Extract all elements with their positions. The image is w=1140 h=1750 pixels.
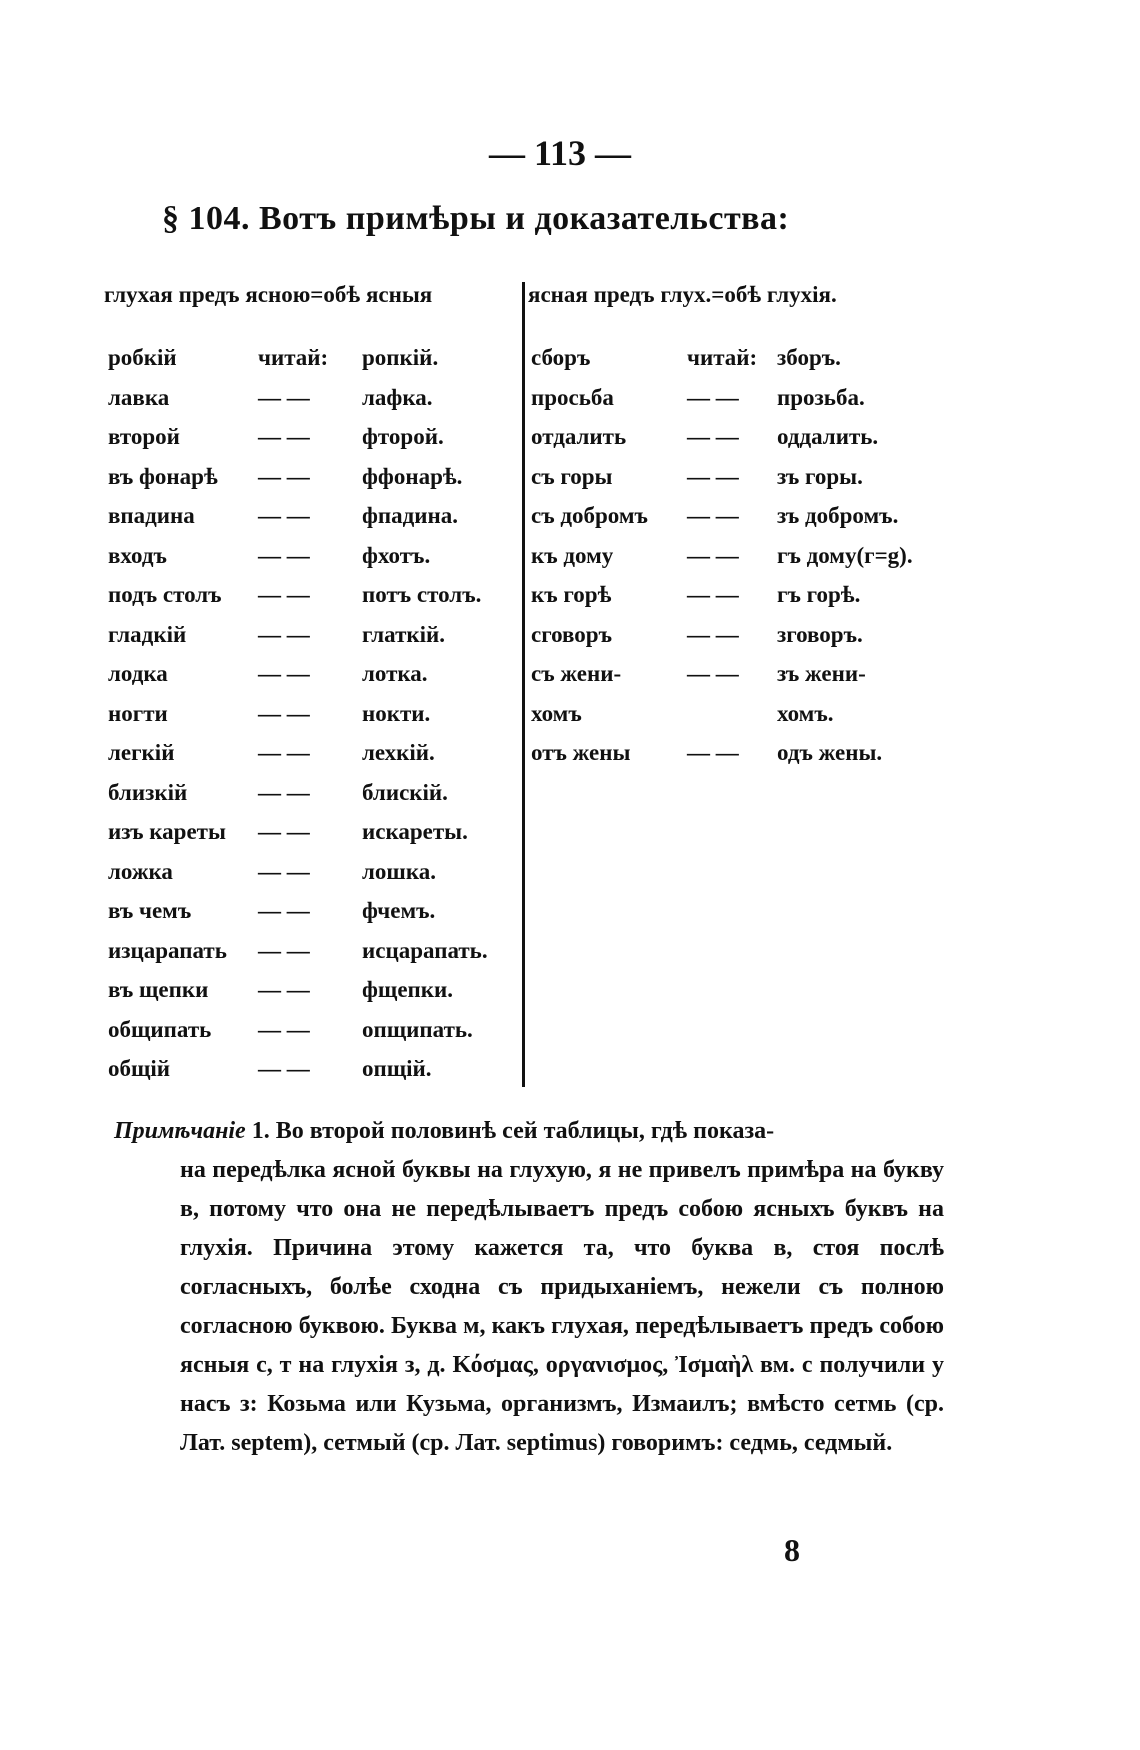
- pronounced-form: блискій.: [362, 779, 448, 805]
- original-word: изцарапать: [108, 937, 227, 963]
- read-marker: — —: [258, 463, 310, 489]
- original-word: впадина: [108, 503, 195, 528]
- footnote-label: Примѣчаніе: [114, 1118, 246, 1144]
- pronounced-form: зъ добромъ.: [777, 503, 899, 528]
- pronounced-form: гъ горѣ.: [777, 582, 861, 607]
- pronounced-form: фхотъ.: [362, 542, 431, 568]
- original-word: сговоръ: [531, 621, 612, 647]
- read-marker: — —: [687, 384, 739, 410]
- read-marker: — —: [687, 542, 739, 568]
- original-word: хомъ: [531, 700, 582, 726]
- pronounced-form: ропкій.: [362, 345, 439, 370]
- original-word: второй: [108, 424, 180, 449]
- pronounced-form: зъ жени-: [777, 661, 866, 686]
- read-marker: — —: [258, 1056, 310, 1081]
- pronounced-form: лошка.: [362, 858, 436, 884]
- original-word: отъ жены: [531, 740, 631, 765]
- pronounced-form: фпадина.: [362, 503, 459, 528]
- pronounced-form: лехкій.: [362, 740, 435, 765]
- left-table-row: [108, 891, 516, 931]
- left-table-row: [108, 417, 516, 457]
- original-word: съ добромъ: [531, 503, 648, 528]
- left-table-row: [108, 1010, 516, 1050]
- section-heading: § 104. Вотъ примѣры и доказательства:: [162, 200, 790, 237]
- original-word: сборъ: [531, 345, 591, 370]
- pronounced-form: фторой.: [362, 424, 444, 449]
- left-table-row: [108, 615, 516, 655]
- left-table-row: [108, 536, 516, 576]
- pronounced-form: лафка.: [362, 384, 433, 410]
- read-marker: — —: [687, 661, 739, 686]
- pronounced-form: зъ горы.: [777, 463, 863, 489]
- original-word: ложка: [108, 858, 173, 884]
- pronounced-form: зговоръ.: [777, 621, 863, 647]
- original-word: гладкій: [108, 621, 187, 647]
- left-table-row: [108, 852, 516, 892]
- original-word: лодка: [108, 661, 168, 686]
- column-divider: [522, 282, 525, 1087]
- right-column-rows: [531, 338, 951, 773]
- pronounced-form: оддалить.: [777, 424, 879, 449]
- read-marker: — —: [258, 424, 310, 449]
- pronunciation-table: [104, 282, 940, 1092]
- right-table-row: [531, 654, 951, 694]
- original-word: съ горы: [531, 463, 613, 489]
- pronounced-form: ффонарѣ.: [362, 463, 463, 489]
- pronounced-form: потъ столъ.: [362, 582, 482, 607]
- right-table-row: [531, 694, 951, 734]
- right-table-row: [531, 338, 951, 378]
- original-word: просьба: [531, 384, 614, 410]
- read-marker: — —: [258, 819, 310, 844]
- pronounced-form: искареты.: [362, 819, 468, 844]
- right-table-row: [531, 575, 951, 615]
- original-word: общипать: [108, 1016, 212, 1042]
- original-word: легкій: [108, 740, 175, 765]
- left-column-rows: [108, 338, 516, 1089]
- left-table-row: [108, 694, 516, 734]
- left-table-row: [108, 338, 516, 378]
- left-table-row: [108, 457, 516, 497]
- left-table-row: [108, 812, 516, 852]
- pronounced-form: одъ жены.: [777, 740, 883, 765]
- right-table-row: [531, 417, 951, 457]
- original-word: къ дому: [531, 542, 614, 568]
- left-column-header: глухая предъ ясною=обѣ ясныя: [104, 282, 433, 307]
- read-marker: читай:: [258, 345, 329, 370]
- read-marker: — —: [258, 503, 310, 528]
- pronounced-form: фчемъ.: [362, 898, 436, 923]
- original-word: ногти: [108, 700, 168, 726]
- footnote-first-line: [114, 1112, 944, 1151]
- original-word: въ фонарѣ: [108, 463, 218, 489]
- original-word: отдалить: [531, 424, 627, 449]
- read-marker: — —: [258, 1016, 310, 1042]
- original-word: подъ столъ: [108, 582, 222, 607]
- left-table-row: [108, 496, 516, 536]
- read-marker: — —: [258, 858, 310, 884]
- signature-mark: 8: [784, 1532, 800, 1568]
- page-number: — 113 —: [488, 133, 631, 173]
- read-marker: — —: [687, 621, 739, 647]
- pronounced-form: опщипать.: [362, 1016, 473, 1042]
- original-word: къ горѣ: [531, 582, 612, 607]
- read-marker: — —: [258, 582, 310, 607]
- pronounced-form: опщій.: [362, 1056, 432, 1081]
- read-marker: — —: [687, 503, 739, 528]
- left-table-row: [108, 733, 516, 773]
- original-word: близкій: [108, 779, 188, 805]
- footnote-number: 1.: [251, 1118, 270, 1144]
- right-table-row: [531, 457, 951, 497]
- original-word: съ жени-: [531, 661, 622, 686]
- left-table-row: [108, 931, 516, 971]
- read-marker: — —: [687, 582, 739, 607]
- right-table-row: [531, 536, 951, 576]
- pronounced-form: прозьба.: [777, 384, 865, 410]
- original-word: изъ кареты: [108, 819, 226, 844]
- left-table-row: [108, 970, 516, 1010]
- pronounced-form: фщепки.: [362, 977, 454, 1002]
- pronounced-form: гъ дому(г=g).: [777, 542, 913, 568]
- original-word: лавка: [108, 384, 170, 410]
- read-marker: — —: [258, 779, 310, 805]
- left-table-row: [108, 773, 516, 813]
- pronounced-form: нокти.: [362, 700, 431, 726]
- right-table-row: [531, 378, 951, 418]
- read-marker: — —: [258, 542, 310, 568]
- read-marker: — —: [258, 384, 310, 410]
- pronounced-form: исцарапать.: [362, 937, 488, 963]
- read-marker: — —: [687, 424, 739, 449]
- right-table-row: [531, 496, 951, 536]
- footnote: [114, 1112, 944, 1463]
- read-marker: — —: [687, 463, 739, 489]
- left-table-row: [108, 654, 516, 694]
- footnote-body: на передѣлка ясной буквы на глухую, я не привелъ примѣра на букву в, потому что она не передѣлываетъ предъ собою ясныхъ буквъ на глухія. Причина этому кажется та, что буква в, стоя послѣ согласныхъ, болѣе сходна съ придыханіемъ, нежели съ полною согласною буквою. Буква м, какъ глухая, передѣлываетъ предъ собою ясныя с, т на глухія з, д. Κόσμας, οργανισμος, Ἰσμαὴλ вм. с получили у насъ з: Козьма или Кузьма, организмъ, Измаилъ; вмѣсто сетмь (ср. Лат. septem), сетмый (ср. Лат. septimus) говоримъ: седмь, седмый.: [180, 1157, 944, 1456]
- right-column-header: ясная предъ глух.=обѣ глухія.: [528, 282, 837, 307]
- read-marker: — —: [258, 977, 310, 1002]
- right-table-row: [531, 733, 951, 773]
- read-marker: — —: [258, 898, 310, 923]
- left-table-row: [108, 575, 516, 615]
- original-word: въ чемъ: [108, 898, 192, 923]
- pronounced-form: лотка.: [362, 661, 428, 686]
- read-marker: читай:: [687, 345, 758, 370]
- original-word: въ щепки: [108, 977, 209, 1002]
- read-marker: — —: [687, 740, 739, 765]
- right-table-row: [531, 615, 951, 655]
- read-marker: — —: [258, 740, 310, 765]
- read-marker: — —: [258, 621, 310, 647]
- pronounced-form: зборъ.: [777, 345, 841, 370]
- left-table-row: [108, 1049, 516, 1089]
- footnote-first-line-text: Во второй половинѣ сей таблицы, гдѣ показа-: [275, 1118, 775, 1144]
- pronounced-form: глаткій.: [362, 621, 446, 647]
- left-table-row: [108, 378, 516, 418]
- read-marker: — —: [258, 661, 310, 686]
- original-word: общій: [108, 1056, 171, 1081]
- original-word: робкій: [108, 345, 177, 370]
- read-marker: — —: [258, 937, 310, 963]
- pronounced-form: хомъ.: [777, 700, 834, 726]
- original-word: входъ: [108, 542, 167, 568]
- read-marker: — —: [258, 700, 310, 726]
